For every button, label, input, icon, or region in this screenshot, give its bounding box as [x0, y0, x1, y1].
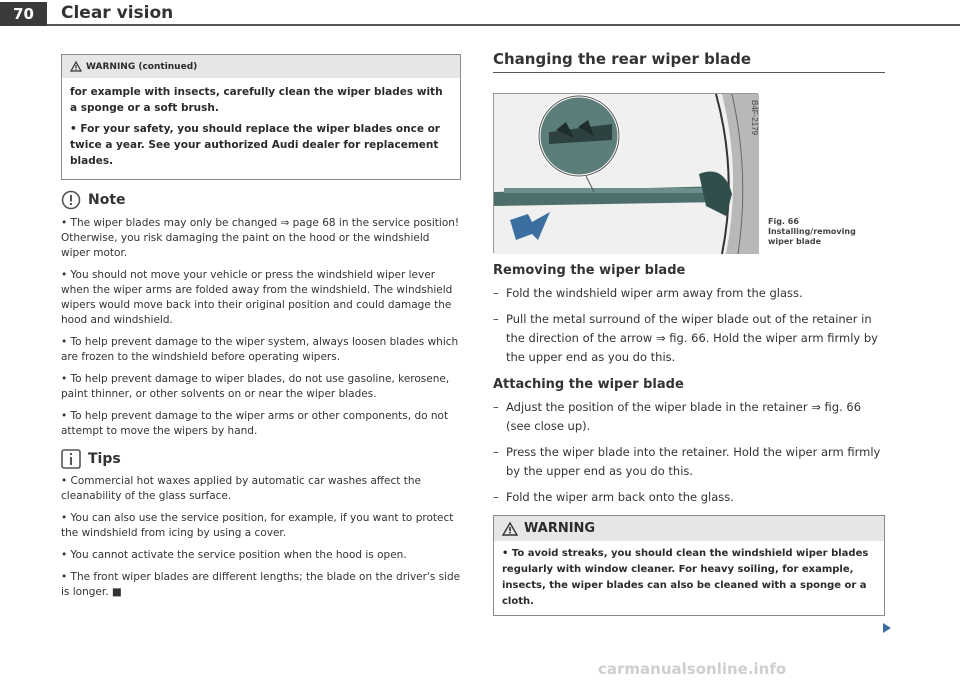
- warning-paragraph: for example with insects, carefully clean the wiper blades with a sponge or a soft brush.: [70, 86, 443, 114]
- section-rule: [493, 72, 885, 73]
- tips-title: Tips: [88, 451, 121, 467]
- removing-step: – Pull the metal surround of the wiper blade out of the retainer in the direction of the arrow ⇒ fig. 66. Hold the wiper arm firmly by the upper end as you do this.: [493, 312, 878, 364]
- tips-item: • The front wiper blades are different lengths; the blade on the driver's side is longer. ■: [61, 571, 461, 598]
- warning-header: [494, 516, 884, 541]
- figure-caption: Fig. 66 Installing/removing wiper blade: [768, 217, 856, 246]
- tips-item: • You cannot activate the service position when the hood is open.: [61, 549, 407, 561]
- tips-heading: [61, 449, 461, 469]
- note-item: • To help prevent damage to the wiper system, always loosen blades which are frozen to the windshield before operating wipers.: [61, 336, 459, 363]
- note-item: • The wiper blades may only be changed ⇒ page 68 in the service position! Otherwise, you risk damaging the paint on the hood or the windshield wiper motor.: [61, 217, 460, 259]
- section-heading: Changing the rear wiper blade: [493, 50, 752, 68]
- warning-text: • To avoid streaks, you should clean the windshield wiper blades regularly with window cleaner. For heavy soiling, for example, insects, the wiper blades can also be cleaned with a sponge or a cloth.: [502, 548, 869, 607]
- note-list: [61, 216, 461, 439]
- note-title: Note: [88, 192, 126, 208]
- removing-steps: [493, 284, 885, 367]
- warning-header: [62, 55, 460, 78]
- warning-label: WARNING: [524, 521, 596, 536]
- attaching-step: – Fold the wiper arm back onto the glass.: [493, 490, 734, 504]
- warning-triangle-icon: [502, 522, 518, 536]
- figure-row: [493, 93, 885, 253]
- page-number: 70: [0, 2, 47, 26]
- continued-arrow-icon: [882, 622, 892, 634]
- warning-triangle-icon: [70, 61, 82, 72]
- warning-paragraph: • For your safety, you should replace the wiper blades once or twice a year. See your authorized Audi dealer for replacement blades.: [70, 123, 440, 167]
- figure-code: B4F-2179: [750, 100, 759, 136]
- tips-item: • Commercial hot waxes applied by automatic car washes affect the cleanability of the glass surface.: [61, 475, 421, 502]
- watermark: carmanualsonline.info: [598, 660, 787, 678]
- page-header: [0, 0, 960, 26]
- warning-box: [493, 515, 885, 616]
- wiper-illustration: [494, 94, 759, 254]
- removing-step: – Fold the windshield wiper arm away from the glass.: [493, 286, 803, 300]
- note-item: • To help prevent damage to wiper blades, do not use gasoline, kerosene, paint thinner, or other solvents on or near the wiper blades.: [61, 373, 450, 400]
- left-column: [61, 54, 461, 607]
- info-icon: [61, 449, 81, 469]
- tips-item: • You can also use the service position, for example, if you want to protect the windshield from icing by using a cover.: [61, 512, 454, 539]
- note-exclamation-icon: [61, 190, 81, 210]
- tips-list: [61, 474, 461, 600]
- removing-heading: Removing the wiper blade: [493, 263, 686, 278]
- note-item: • To help prevent damage to the wiper arms or other components, do not attempt to move the wipers by hand.: [61, 410, 449, 437]
- attaching-step: – Press the wiper blade into the retainer. Hold the wiper arm firmly by the upper end as you do this.: [493, 445, 881, 478]
- figure-66: [493, 93, 758, 253]
- note-item: • You should not move your vehicle or press the windshield wiper lever when the wiper arms are folded away from the windshield. The windshield wipers would move back into their original position and could damage the hood and windshield.: [61, 269, 453, 326]
- attaching-heading: Attaching the wiper blade: [493, 377, 684, 392]
- attaching-step: – Adjust the position of the wiper blade in the retainer ⇒ fig. 66 (see close up).: [493, 400, 862, 433]
- right-column: [493, 50, 885, 616]
- header-rule: [47, 24, 960, 26]
- warning-label: WARNING (continued): [86, 61, 198, 72]
- section-title: Clear vision: [61, 3, 174, 23]
- warning-body: [62, 78, 460, 179]
- warning-box-continued: [61, 54, 461, 180]
- note-heading: [61, 190, 461, 210]
- attaching-steps: [493, 398, 885, 507]
